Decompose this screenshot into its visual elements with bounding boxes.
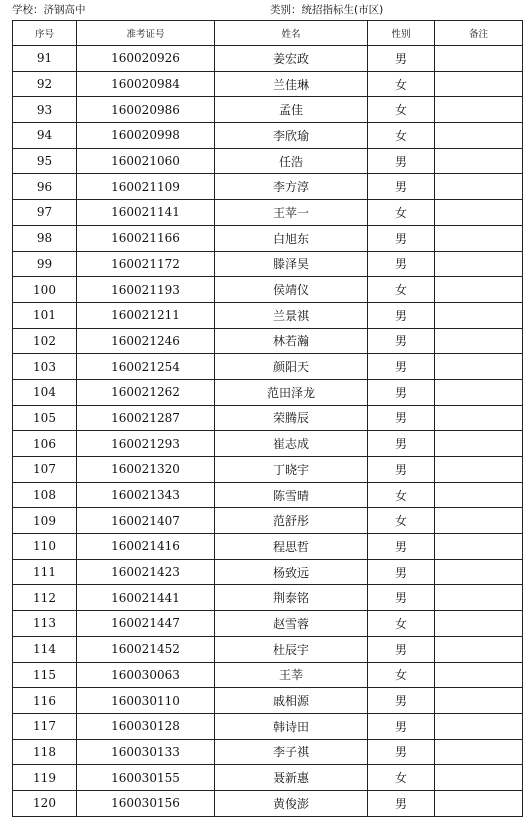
index-cell: 91 bbox=[13, 46, 77, 72]
remarks-cell bbox=[435, 225, 523, 251]
gender-cell: 男 bbox=[368, 457, 435, 483]
index-cell: 100 bbox=[13, 277, 77, 303]
gender-cell: 男 bbox=[368, 713, 435, 739]
exam-id-cell: 160021293 bbox=[77, 431, 215, 457]
gender-cell: 男 bbox=[368, 379, 435, 405]
gender-cell: 男 bbox=[368, 790, 435, 816]
gender-cell: 男 bbox=[368, 46, 435, 72]
remarks-cell bbox=[435, 636, 523, 662]
student-name-cell: 林若瀚 bbox=[215, 328, 368, 354]
student-name-cell: 黄俊澎 bbox=[215, 790, 368, 816]
table-row bbox=[13, 534, 523, 560]
gender-cell: 女 bbox=[368, 765, 435, 791]
exam-id-cell: 160021320 bbox=[77, 457, 215, 483]
gender-cell: 女 bbox=[368, 200, 435, 226]
table-row bbox=[13, 123, 523, 149]
table-row bbox=[13, 457, 523, 483]
table-row bbox=[13, 379, 523, 405]
table-row bbox=[13, 662, 523, 688]
gender-cell: 男 bbox=[368, 225, 435, 251]
index-cell: 116 bbox=[13, 688, 77, 714]
exam-id-cell: 160021452 bbox=[77, 636, 215, 662]
student-name-cell: 滕泽昊 bbox=[215, 251, 368, 277]
student-name-cell: 陈雪晴 bbox=[215, 482, 368, 508]
student-name-cell: 侯靖仪 bbox=[215, 277, 368, 303]
student-name-cell: 荣腾辰 bbox=[215, 405, 368, 431]
table-row bbox=[13, 431, 523, 457]
index-cell: 113 bbox=[13, 611, 77, 637]
index-cell: 102 bbox=[13, 328, 77, 354]
table-row bbox=[13, 251, 523, 277]
table-row bbox=[13, 277, 523, 303]
exam-id-cell: 160030133 bbox=[77, 739, 215, 765]
school-label: 学校：济钢高中 bbox=[12, 4, 86, 16]
remarks-cell bbox=[435, 200, 523, 226]
table-row bbox=[13, 405, 523, 431]
table-row bbox=[13, 713, 523, 739]
exam-id-cell: 160021172 bbox=[77, 251, 215, 277]
exam-id-cell: 160021262 bbox=[77, 379, 215, 405]
gender-cell: 男 bbox=[368, 405, 435, 431]
index-cell: 117 bbox=[13, 713, 77, 739]
exam-id-cell: 160021193 bbox=[77, 277, 215, 303]
student-name-cell: 李子祺 bbox=[215, 739, 368, 765]
gender-cell: 男 bbox=[368, 534, 435, 560]
table-row bbox=[13, 71, 523, 97]
exam-id-cell: 160030063 bbox=[77, 662, 215, 688]
gender-cell: 男 bbox=[368, 328, 435, 354]
column-header-remarks: 备注 bbox=[435, 21, 523, 46]
table-body bbox=[13, 46, 523, 817]
remarks-cell bbox=[435, 405, 523, 431]
index-cell: 105 bbox=[13, 405, 77, 431]
remarks-cell bbox=[435, 739, 523, 765]
table-header bbox=[13, 21, 523, 46]
index-cell: 109 bbox=[13, 508, 77, 534]
remarks-cell bbox=[435, 431, 523, 457]
remarks-cell bbox=[435, 123, 523, 149]
table-row bbox=[13, 790, 523, 816]
remarks-cell bbox=[435, 97, 523, 123]
index-cell: 119 bbox=[13, 765, 77, 791]
gender-cell: 男 bbox=[368, 251, 435, 277]
exam-id-cell: 160021166 bbox=[77, 225, 215, 251]
index-cell: 99 bbox=[13, 251, 77, 277]
remarks-cell bbox=[435, 379, 523, 405]
student-name-cell: 戚相源 bbox=[215, 688, 368, 714]
exam-id-cell: 160020984 bbox=[77, 71, 215, 97]
exam-id-cell: 160020926 bbox=[77, 46, 215, 72]
remarks-cell bbox=[435, 559, 523, 585]
exam-id-cell: 160030110 bbox=[77, 688, 215, 714]
remarks-cell bbox=[435, 457, 523, 483]
exam-id-cell: 160030156 bbox=[77, 790, 215, 816]
gender-cell: 女 bbox=[368, 97, 435, 123]
remarks-cell bbox=[435, 713, 523, 739]
table-row bbox=[13, 559, 523, 585]
student-name-cell: 韩诗田 bbox=[215, 713, 368, 739]
table-row bbox=[13, 46, 523, 72]
index-cell: 96 bbox=[13, 174, 77, 200]
index-cell: 107 bbox=[13, 457, 77, 483]
student-name-cell: 杨致远 bbox=[215, 559, 368, 585]
exam-id-cell: 160020986 bbox=[77, 97, 215, 123]
index-cell: 93 bbox=[13, 97, 77, 123]
student-name-cell: 荆泰铭 bbox=[215, 585, 368, 611]
table-row bbox=[13, 148, 523, 174]
exam-id-cell: 160021060 bbox=[77, 148, 215, 174]
exam-id-cell: 160021407 bbox=[77, 508, 215, 534]
remarks-cell bbox=[435, 71, 523, 97]
table-row bbox=[13, 765, 523, 791]
gender-cell: 男 bbox=[368, 636, 435, 662]
gender-cell: 男 bbox=[368, 585, 435, 611]
index-cell: 106 bbox=[13, 431, 77, 457]
exam-id-cell: 160021416 bbox=[77, 534, 215, 560]
remarks-cell bbox=[435, 508, 523, 534]
index-cell: 110 bbox=[13, 534, 77, 560]
remarks-cell bbox=[435, 302, 523, 328]
student-name-cell: 王莘 bbox=[215, 662, 368, 688]
gender-cell: 女 bbox=[368, 71, 435, 97]
remarks-cell bbox=[435, 46, 523, 72]
exam-id-cell: 160021246 bbox=[77, 328, 215, 354]
remarks-cell bbox=[435, 482, 523, 508]
gender-cell: 男 bbox=[368, 559, 435, 585]
gender-cell: 女 bbox=[368, 277, 435, 303]
table-row bbox=[13, 739, 523, 765]
exam-id-cell: 160021423 bbox=[77, 559, 215, 585]
remarks-cell bbox=[435, 251, 523, 277]
remarks-cell bbox=[435, 534, 523, 560]
index-cell: 115 bbox=[13, 662, 77, 688]
index-cell: 111 bbox=[13, 559, 77, 585]
student-name-cell: 范田泽龙 bbox=[215, 379, 368, 405]
student-name-cell: 兰景祺 bbox=[215, 302, 368, 328]
exam-id-cell: 160030155 bbox=[77, 765, 215, 791]
category-label: 类别：统招指标生(市区) bbox=[270, 4, 384, 16]
gender-cell: 男 bbox=[368, 688, 435, 714]
column-header-name: 姓名 bbox=[215, 21, 368, 46]
student-name-cell: 孟佳 bbox=[215, 97, 368, 123]
gender-cell: 女 bbox=[368, 662, 435, 688]
remarks-cell bbox=[435, 662, 523, 688]
remarks-cell bbox=[435, 174, 523, 200]
exam-id-cell: 160020998 bbox=[77, 123, 215, 149]
remarks-cell bbox=[435, 354, 523, 380]
table-row bbox=[13, 611, 523, 637]
remarks-cell bbox=[435, 328, 523, 354]
gender-cell: 男 bbox=[368, 739, 435, 765]
exam-id-cell: 160021211 bbox=[77, 302, 215, 328]
student-name-cell: 兰佳琳 bbox=[215, 71, 368, 97]
column-header-index: 序号 bbox=[13, 21, 77, 46]
gender-cell: 女 bbox=[368, 611, 435, 637]
remarks-cell bbox=[435, 585, 523, 611]
index-cell: 97 bbox=[13, 200, 77, 226]
student-name-cell: 杜辰宇 bbox=[215, 636, 368, 662]
student-name-cell: 任浩 bbox=[215, 148, 368, 174]
student-name-cell: 李方淳 bbox=[215, 174, 368, 200]
student-name-cell: 白旭东 bbox=[215, 225, 368, 251]
table-row bbox=[13, 225, 523, 251]
table-row bbox=[13, 636, 523, 662]
header-row bbox=[13, 21, 523, 46]
remarks-cell bbox=[435, 611, 523, 637]
admission-roster-table bbox=[12, 20, 523, 817]
index-cell: 118 bbox=[13, 739, 77, 765]
table-row bbox=[13, 97, 523, 123]
gender-cell: 男 bbox=[368, 354, 435, 380]
index-cell: 95 bbox=[13, 148, 77, 174]
gender-cell: 女 bbox=[368, 482, 435, 508]
exam-id-cell: 160021441 bbox=[77, 585, 215, 611]
column-header-exam-id: 准考证号 bbox=[77, 21, 215, 46]
table-row bbox=[13, 354, 523, 380]
remarks-cell bbox=[435, 765, 523, 791]
gender-cell: 男 bbox=[368, 302, 435, 328]
exam-id-cell: 160021343 bbox=[77, 482, 215, 508]
index-cell: 98 bbox=[13, 225, 77, 251]
remarks-cell bbox=[435, 790, 523, 816]
gender-cell: 女 bbox=[368, 508, 435, 534]
exam-id-cell: 160021109 bbox=[77, 174, 215, 200]
document-header bbox=[12, 2, 522, 18]
index-cell: 94 bbox=[13, 123, 77, 149]
index-cell: 120 bbox=[13, 790, 77, 816]
table-row bbox=[13, 508, 523, 534]
table-row bbox=[13, 302, 523, 328]
exam-id-cell: 160021141 bbox=[77, 200, 215, 226]
column-header-gender: 性别 bbox=[368, 21, 435, 46]
table-row bbox=[13, 482, 523, 508]
index-cell: 114 bbox=[13, 636, 77, 662]
remarks-cell bbox=[435, 277, 523, 303]
gender-cell: 女 bbox=[368, 123, 435, 149]
table-row bbox=[13, 328, 523, 354]
student-name-cell: 姜宏政 bbox=[215, 46, 368, 72]
student-name-cell: 丁晓宇 bbox=[215, 457, 368, 483]
table-row bbox=[13, 174, 523, 200]
index-cell: 103 bbox=[13, 354, 77, 380]
exam-id-cell: 160021287 bbox=[77, 405, 215, 431]
exam-id-cell: 160021447 bbox=[77, 611, 215, 637]
student-name-cell: 赵雪蓉 bbox=[215, 611, 368, 637]
student-name-cell: 颜阳天 bbox=[215, 354, 368, 380]
table-row bbox=[13, 585, 523, 611]
gender-cell: 男 bbox=[368, 431, 435, 457]
exam-id-cell: 160021254 bbox=[77, 354, 215, 380]
gender-cell: 男 bbox=[368, 148, 435, 174]
exam-id-cell: 160030128 bbox=[77, 713, 215, 739]
student-name-cell: 李欣瑜 bbox=[215, 123, 368, 149]
student-name-cell: 崔志成 bbox=[215, 431, 368, 457]
table-row bbox=[13, 200, 523, 226]
table-row bbox=[13, 688, 523, 714]
student-name-cell: 聂新惠 bbox=[215, 765, 368, 791]
gender-cell: 男 bbox=[368, 174, 435, 200]
index-cell: 112 bbox=[13, 585, 77, 611]
student-name-cell: 范舒彤 bbox=[215, 508, 368, 534]
index-cell: 104 bbox=[13, 379, 77, 405]
index-cell: 108 bbox=[13, 482, 77, 508]
remarks-cell bbox=[435, 688, 523, 714]
remarks-cell bbox=[435, 148, 523, 174]
index-cell: 92 bbox=[13, 71, 77, 97]
student-name-cell: 程思哲 bbox=[215, 534, 368, 560]
index-cell: 101 bbox=[13, 302, 77, 328]
student-name-cell: 王苹一 bbox=[215, 200, 368, 226]
